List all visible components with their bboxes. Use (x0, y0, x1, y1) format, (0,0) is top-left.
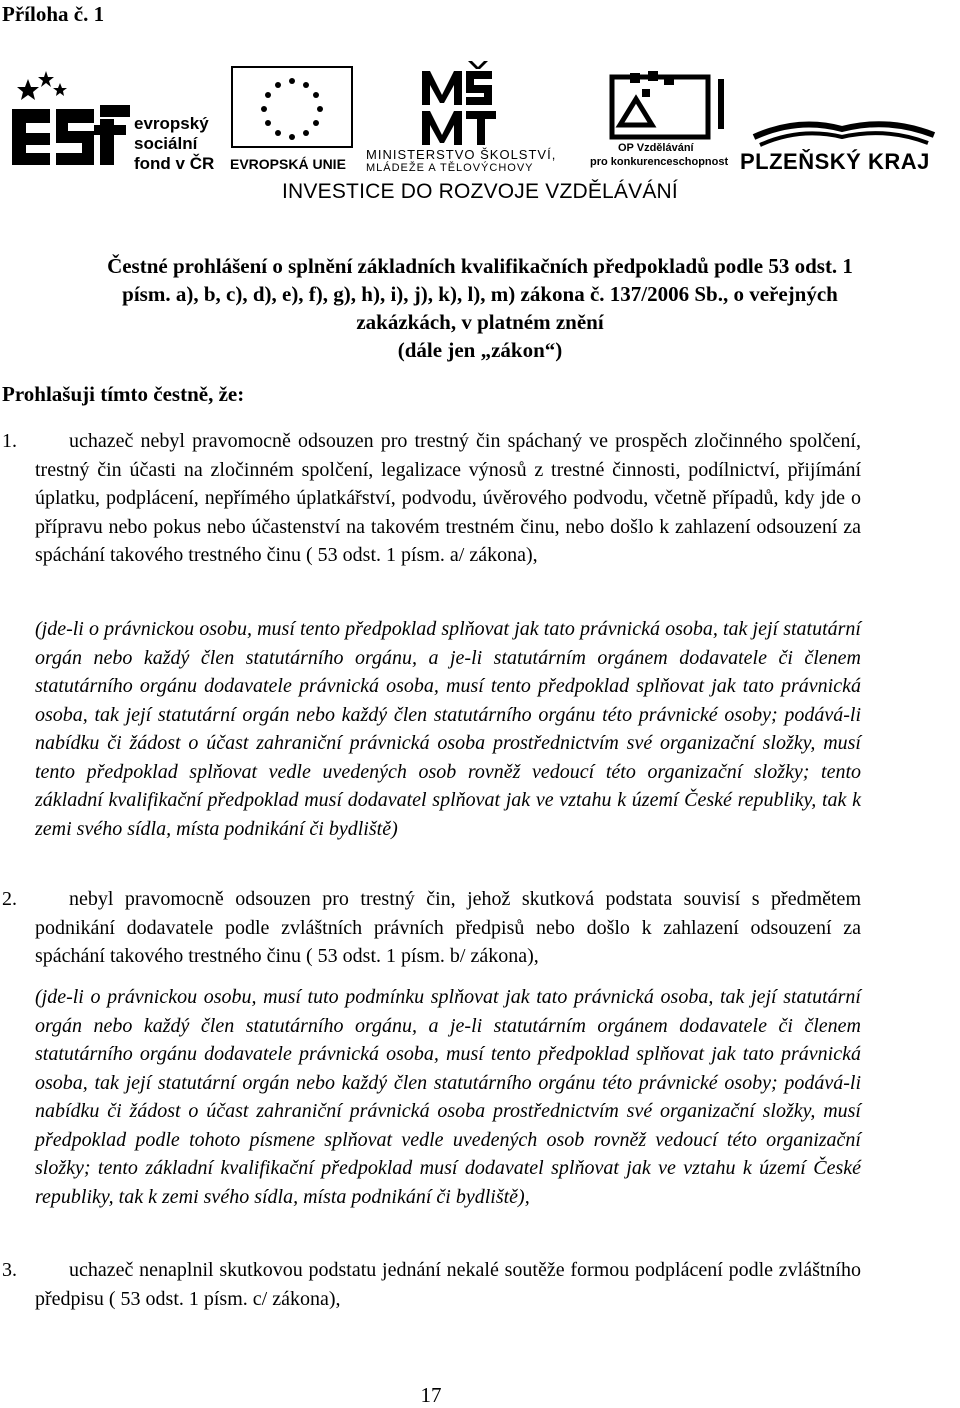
esf-logo (6, 63, 218, 173)
op-line-1: OP Vzdělávání (618, 142, 694, 154)
item-text: uchazeč nenaplnil skutkovou podstatu jednání nekalé soutěže formou podplácení podle zvláštního předpisu ( 53 odst. 1 písm. c/ zákona), (35, 1259, 861, 1310)
op-vk-logo (590, 69, 730, 173)
logo-banner (0, 55, 960, 215)
heading-line-2: písm. a), b, c), d), e), f), g), h), i), j), k), l), m) zákona č. 137/2006 Sb., o veřejných (122, 282, 838, 306)
eu-caption: EVROPSKÁ UNIE (230, 156, 346, 172)
op-line-2: pro konkurenceschopnost (590, 156, 729, 168)
esf-line-2: sociální (134, 134, 198, 153)
msmt-line-1: MINISTERSTVO ŠKOLSTVÍ, (366, 147, 557, 162)
intro-text: Prohlašuji tímto čestně, že: (2, 382, 245, 406)
heading-line-1: Čestné prohlášení o splnění základních kvalifikačních předpokladů podle 53 odst. 1 (107, 254, 853, 278)
item-note: (jde-li o právnickou osobu, musí tento předpoklad splňovat jak tato právnická osoba, tak její statutární orgán nebo každý člen statutárního orgánu, a je-li statutárním orgánem dodavatele či členem statutárního orgánu dodavatele právnická osoba, musí tento předpoklad splňovat jak tato právnická osoba, tak její statutární orgán nebo každý člen statutárního orgánu této právnické osoby; podává-li nabídku či žádost o účast zahraniční právnická osoba prostřednictvím své organizační složky, musí tento předpoklad splňovat vedle uvedených osob rovněž vedoucí této organizační složky; tento základní kvalifikační předpoklad musí dodavatel splňovat jak ve vztahu k území České republiky, tak k zemi svého sídla, místa podnikání či bydliště) (35, 618, 861, 840)
eu-logo (228, 63, 358, 173)
heading-line-4: (dále jen „zákon“) (397, 338, 563, 362)
item-text: uchazeč nebyl pravomocně odsouzen pro trestný čin spáchaný ve prospěch zločinného spolčení, trestný čin účasti na zločinném spolčení, legalizace výnosů z trestné činnosti, podílnictví, přijímání úplatku, podplácení, nepřímého úplatkářství, podvodu, úvěrového podvodu, včetně případů, kdy jde o přípravu nebo pokus nebo účastenství na takovém trestném činu, nebo došlo k zahlazení odsouzení za spáchání takového trestného činu ( 53 odst. 1 písm. a/ zákona), (35, 430, 861, 566)
item-number: 2. (2, 888, 17, 910)
item-number: 1. (2, 430, 17, 452)
investice-slogan: INVESTICE DO ROZVOJE VZDĚLÁVÁNÍ (282, 180, 678, 203)
plzensky-kraj-logo (738, 115, 948, 173)
annex-label: Příloha č. 1 (2, 2, 105, 26)
document-heading (0, 252, 960, 364)
item-note: (jde-li o právnickou osobu, musí tuto podmínku splňovat jak tato právnická osoba, tak její statutární orgán nebo každý člen statutárního orgánu, a je-li statutárním orgánem dodavatele či členem statutárního orgánu dodavatele právnická osoba, musí tento předpoklad splňovat jak tato právnická osoba, tak její statutární orgán nebo každý člen statutárního orgánu této právnické osoby; podává-li nabídku či žádost o účast zahraniční právnická osoba prostřednictvím své organizační složky, musí předpoklad podle tohoto písmene splňovat vedle uvedených osob rovněž vedoucí této organizační složky; tento základní kvalifikační předpoklad musí dodavatel splňovat jak ve vztahu k území České republiky, tak k zemi svého sídla, místa podnikání či bydliště), (35, 986, 861, 1208)
esf-line-3: fond v ČR (134, 154, 215, 173)
esf-line-1: evropský (134, 114, 209, 133)
item-number: 3. (2, 1259, 17, 1281)
item-text: nebyl pravomocně odsouzen pro trestný čin, jehož skutková podstata souvisí s předmětem podnikání dodavatele podle zvláštních právních předpisů nebo došlo k zahlazení odsouzení za spáchání takového trestného činu ( 53 odst. 1 písm. b/ zákona), (35, 888, 861, 967)
msmt-line-2: MLÁDEŽE A TĚLOVÝCHOVY (366, 162, 534, 171)
msmt-logo (362, 59, 580, 171)
page-number: 17 (420, 1383, 442, 1407)
pk-name: PLZEŇSKÝ KRAJ (740, 149, 930, 173)
heading-line-3: zakázkách, v platném znění (356, 310, 604, 334)
